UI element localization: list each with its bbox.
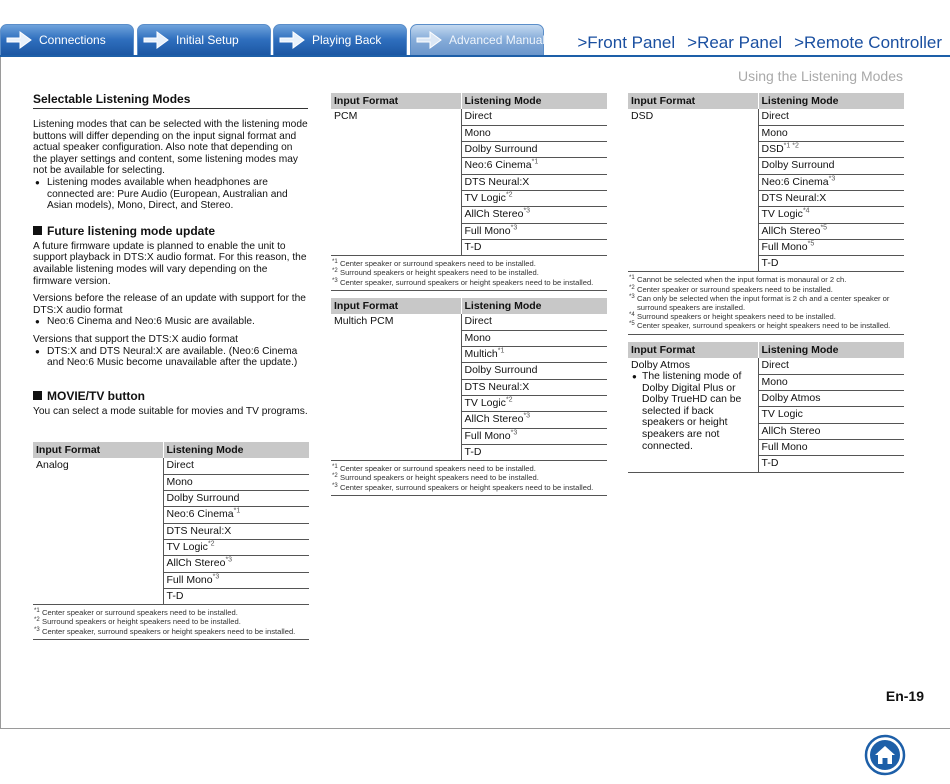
input-format: DSD bbox=[631, 110, 654, 122]
mode-name: Full Mono bbox=[761, 240, 808, 253]
listening-mode-cell bbox=[461, 314, 607, 330]
footnote-ref: *3 bbox=[212, 573, 220, 581]
mode-name: TV Logic bbox=[464, 191, 506, 204]
tab-label: Advanced Manual bbox=[449, 33, 546, 47]
mode-name: Direct bbox=[464, 110, 492, 122]
square-bullet-icon bbox=[33, 226, 42, 235]
mode-name: T-D bbox=[464, 240, 482, 253]
listening-mode-cell bbox=[758, 439, 904, 455]
listening-mode-cell bbox=[758, 391, 904, 407]
footnote-ref: *5 bbox=[807, 240, 815, 248]
footnote-mark: *3 bbox=[34, 626, 40, 633]
listening-mode-cell bbox=[758, 374, 904, 390]
footnote bbox=[628, 275, 904, 284]
tab-initial-setup[interactable] bbox=[137, 24, 271, 56]
tab-label: Initial Setup bbox=[176, 33, 239, 47]
mode-name: T-D bbox=[761, 257, 779, 270]
input-format-cell bbox=[331, 314, 461, 461]
mode-name: Dolby Surround bbox=[464, 364, 538, 377]
input-format: Dolby Atmos bbox=[631, 359, 690, 371]
footnote-mark: *5 bbox=[629, 321, 635, 328]
footnote-ref: *3 bbox=[510, 429, 518, 437]
input-format: PCM bbox=[334, 110, 358, 122]
footnote bbox=[331, 268, 607, 277]
listening-mode-cell bbox=[461, 125, 607, 141]
footnote-text: Center speaker, surround speakers or height speakers need to be installed. bbox=[340, 482, 594, 492]
mode-name: T-D bbox=[166, 589, 184, 602]
mode-name: Mono bbox=[761, 375, 788, 388]
table-notes bbox=[628, 272, 904, 334]
mode-name: DTS Neural:X bbox=[166, 524, 232, 537]
footnote bbox=[331, 259, 607, 268]
heading-future-update bbox=[33, 224, 308, 238]
input-format-cell bbox=[331, 109, 461, 256]
footnote-ref: *3 bbox=[828, 175, 836, 183]
listening-mode-cell bbox=[758, 125, 904, 141]
footnote bbox=[331, 278, 607, 287]
listening-mode-cell bbox=[758, 456, 904, 472]
format-note: ● The listening mode of Dolby Digital Plus or Dolby TrueHD can be selected if back speakers or height speakers are not connected. bbox=[631, 371, 755, 452]
heading-text: MOVIE/TV button bbox=[47, 388, 145, 403]
table-row bbox=[331, 109, 607, 125]
movie-text: You can select a mode suitable for movies and TV programs. bbox=[33, 405, 308, 417]
page-number: En-19 bbox=[885, 688, 924, 704]
footnote-mark: *2 bbox=[629, 284, 635, 291]
listening-mode-cell bbox=[163, 474, 309, 490]
footnote-text: Surround speakers or height speakers need to be installed. bbox=[340, 473, 539, 483]
support-bullet: ● DTS:X and DTS Neural:X are available. (Neo:6 Cinema and Neo:6 Music become unavailable after the update.) bbox=[33, 346, 308, 369]
mode-name: Neo:6 Cinema bbox=[464, 159, 532, 172]
footnote-mark: *1 bbox=[332, 464, 338, 471]
footnote-text: Center speaker, surround speakers or height speakers need to be installed. bbox=[42, 626, 296, 636]
listening-mode-cell bbox=[758, 174, 904, 190]
mode-name: AllCh Stereo bbox=[464, 413, 524, 426]
listening-mode-cell bbox=[163, 588, 309, 604]
table-dsd bbox=[628, 93, 904, 335]
listening-mode-table bbox=[33, 442, 309, 605]
listening-mode-cell bbox=[758, 207, 904, 223]
mode-name: Mono bbox=[166, 475, 193, 488]
footnote-mark: *3 bbox=[332, 482, 338, 489]
listening-mode-cell bbox=[461, 109, 607, 125]
mode-name: DSD bbox=[761, 143, 784, 156]
footnote-ref: *3 bbox=[523, 412, 531, 420]
listening-mode-cell bbox=[758, 223, 904, 239]
tab-label: Connections bbox=[39, 33, 106, 47]
listening-mode-cell bbox=[163, 458, 309, 474]
header-input-format: Input Format bbox=[628, 93, 758, 109]
left-column bbox=[33, 92, 308, 417]
link-rear-panel[interactable]: >Rear Panel bbox=[687, 33, 783, 52]
footnote bbox=[331, 483, 607, 492]
mode-name: Full Mono bbox=[464, 429, 511, 442]
arrow-right-icon bbox=[415, 28, 443, 52]
header-listening-mode: Listening Mode bbox=[758, 93, 904, 109]
footnote-text: Surround speakers or height speakers need to be installed. bbox=[42, 617, 241, 627]
footnote-mark: *3 bbox=[332, 277, 338, 284]
input-format: Multich PCM bbox=[334, 315, 394, 327]
footnote-ref: *2 bbox=[207, 540, 215, 548]
footnote-ref: *5 bbox=[820, 224, 828, 232]
listening-mode-cell bbox=[758, 109, 904, 125]
header-listening-mode: Listening Mode bbox=[758, 342, 904, 358]
header-input-format: Input Format bbox=[331, 298, 461, 314]
mode-name: Dolby Surround bbox=[166, 492, 240, 505]
listening-mode-cell bbox=[163, 539, 309, 555]
footnote bbox=[628, 294, 904, 312]
footnote-ref: *1 *2 bbox=[783, 142, 799, 150]
mode-name: Dolby Surround bbox=[761, 159, 835, 172]
square-bullet-icon bbox=[33, 391, 42, 400]
mode-name: AllCh Stereo bbox=[761, 424, 821, 437]
footnote-mark: *1 bbox=[332, 259, 338, 266]
mode-name: AllCh Stereo bbox=[761, 224, 821, 237]
tab-connections[interactable] bbox=[0, 24, 134, 56]
listening-mode-cell bbox=[461, 158, 607, 174]
footnote bbox=[33, 627, 309, 636]
footnote bbox=[331, 473, 607, 482]
input-format-cell bbox=[33, 458, 163, 605]
future-text: A future firmware update is planned to enable the unit to support playback in DTS:X audio format. For this reason, the available listening modes will vary depending on the firmware version. bbox=[33, 240, 307, 287]
footnote-ref: *3 bbox=[225, 556, 233, 564]
nav-links bbox=[577, 33, 942, 53]
before-update-bullet: ● Neo:6 Cinema and Neo:6 Music are available. bbox=[33, 316, 308, 328]
listening-mode-cell bbox=[461, 428, 607, 444]
table-row bbox=[331, 314, 607, 330]
listening-mode-cell bbox=[461, 330, 607, 346]
listening-mode-cell bbox=[163, 556, 309, 572]
mode-name: AllCh Stereo bbox=[464, 208, 524, 221]
listening-mode-cell bbox=[758, 142, 904, 158]
listening-mode-cell bbox=[461, 174, 607, 190]
mode-name: Multich bbox=[464, 348, 498, 361]
heading-movie-tv bbox=[33, 389, 308, 403]
footnote-mark: *3 bbox=[629, 293, 635, 300]
mode-name: TV Logic bbox=[761, 408, 803, 421]
footnote-text: Center speaker or surround speakers need to be installed. bbox=[42, 608, 238, 618]
mode-name: Full Mono bbox=[464, 224, 511, 237]
listening-mode-cell bbox=[461, 347, 607, 363]
listening-mode-cell bbox=[758, 407, 904, 423]
table-row bbox=[33, 458, 309, 474]
header-listening-mode: Listening Mode bbox=[461, 298, 607, 314]
mode-name: Full Mono bbox=[761, 440, 808, 453]
footnote bbox=[628, 312, 904, 321]
footnote-ref: *2 bbox=[505, 396, 513, 404]
tab-label: Playing Back bbox=[312, 33, 382, 47]
header-input-format: Input Format bbox=[331, 93, 461, 109]
mode-name: Direct bbox=[761, 359, 789, 371]
listening-mode-cell bbox=[758, 239, 904, 255]
mode-name: T-D bbox=[761, 457, 779, 470]
table-notes bbox=[331, 461, 607, 496]
header-input-format: Input Format bbox=[33, 442, 163, 458]
footnote-mark: *1 bbox=[34, 608, 40, 615]
listening-mode-cell bbox=[461, 444, 607, 460]
listening-mode-cell bbox=[758, 256, 904, 272]
footnote-mark: *2 bbox=[34, 617, 40, 624]
input-format: Analog bbox=[36, 459, 69, 471]
listening-mode-table bbox=[628, 342, 904, 473]
mode-name: TV Logic bbox=[166, 540, 208, 553]
footnote-text: Surround speakers or height speakers need to be installed. bbox=[637, 312, 836, 322]
footnote-ref: *3 bbox=[510, 224, 518, 232]
heading-text: Future listening mode update bbox=[47, 223, 216, 238]
listening-mode-cell bbox=[461, 395, 607, 411]
link-front-panel[interactable]: >Front Panel bbox=[577, 33, 676, 52]
mode-name: Direct bbox=[166, 459, 194, 471]
mode-name: Direct bbox=[761, 110, 789, 122]
top-tab-bar bbox=[0, 0, 950, 57]
listening-mode-cell bbox=[163, 523, 309, 539]
listening-mode-cell bbox=[461, 412, 607, 428]
table-analog bbox=[33, 442, 309, 640]
mode-name: Dolby Surround bbox=[464, 143, 538, 156]
tab-playing-back[interactable] bbox=[273, 24, 407, 56]
footnote-text: Cannot be selected when the input format is monaural or 2 ch. bbox=[637, 275, 847, 285]
listening-mode-cell bbox=[758, 358, 904, 374]
table-notes bbox=[33, 605, 309, 640]
home-icon[interactable] bbox=[864, 734, 906, 776]
input-format-cell bbox=[628, 109, 758, 272]
header-input-format: Input Format bbox=[628, 342, 758, 358]
footnote-ref: *3 bbox=[523, 207, 531, 215]
table-row bbox=[628, 109, 904, 125]
intro-text: Listening modes that can be selected with the listening mode buttons will differ depending on the input signal format and actual speaker configuration. Also note that depending on the player settings and content, some listening modes may not be available for selecting. bbox=[33, 119, 308, 177]
listening-mode-cell bbox=[758, 423, 904, 439]
listening-mode-cell bbox=[758, 190, 904, 206]
listening-mode-cell bbox=[163, 572, 309, 588]
listening-mode-cell bbox=[461, 207, 607, 223]
footnote-text: Center speaker, surround speakers or height speakers need to be installed. bbox=[637, 321, 891, 331]
mode-name: Mono bbox=[464, 126, 491, 139]
mode-name: DTS Neural:X bbox=[464, 175, 530, 188]
listening-mode-cell bbox=[461, 363, 607, 379]
footnote-ref: *1 bbox=[497, 347, 505, 355]
header-listening-mode: Listening Mode bbox=[163, 442, 309, 458]
mode-name: Mono bbox=[761, 126, 788, 139]
footnote-ref: *1 bbox=[531, 158, 539, 166]
footnote-mark: *2 bbox=[332, 268, 338, 275]
listening-mode-cell bbox=[461, 239, 607, 255]
mode-name: Direct bbox=[464, 315, 492, 327]
footnote-mark: *2 bbox=[332, 473, 338, 480]
mode-name: DTS Neural:X bbox=[761, 191, 827, 204]
table-row bbox=[628, 358, 904, 374]
footnote-ref: *1 bbox=[233, 507, 241, 515]
table-dolby-atmos bbox=[628, 342, 904, 473]
intro-bullet: ● Listening modes available when headphones are connected are: Pure Audio (European, Australian and Asian models), Mono, Direct, and Stereo. bbox=[33, 177, 308, 212]
listening-mode-table bbox=[331, 93, 607, 256]
footnote-text: Surround speakers or height speakers need to be installed. bbox=[340, 268, 539, 278]
input-format-cell bbox=[628, 358, 758, 472]
footnote-ref: *2 bbox=[505, 191, 513, 199]
heading-selectable-modes: Selectable Listening Modes bbox=[33, 92, 308, 109]
mode-name: T-D bbox=[464, 445, 482, 458]
arrow-right-icon bbox=[142, 28, 170, 52]
listening-mode-cell bbox=[758, 158, 904, 174]
footnote-ref: *4 bbox=[802, 207, 810, 215]
footnote-text: Center speaker or surround speakers need to be installed. bbox=[340, 259, 536, 269]
tab-advanced-manual[interactable] bbox=[410, 24, 544, 56]
mode-name: Mono bbox=[464, 331, 491, 344]
table-pcm bbox=[331, 93, 607, 291]
footnote-mark: *1 bbox=[629, 275, 635, 282]
footnote bbox=[628, 285, 904, 294]
section-title: Using the Listening Modes bbox=[738, 68, 903, 84]
footnote-text: Center speaker or surround speakers need to be installed. bbox=[340, 464, 536, 474]
footnote-text: Center speaker, surround speakers or height speakers need to be installed. bbox=[340, 277, 594, 287]
listening-mode-cell bbox=[461, 379, 607, 395]
arrow-right-icon bbox=[5, 28, 33, 52]
listening-mode-table bbox=[628, 93, 904, 272]
footnote-text: Center speaker or surround speakers need to be installed. bbox=[637, 284, 833, 294]
header-listening-mode: Listening Mode bbox=[461, 93, 607, 109]
listening-mode-cell bbox=[461, 142, 607, 158]
table-multich-pcm bbox=[331, 298, 607, 496]
mode-name: AllCh Stereo bbox=[166, 557, 226, 570]
footnote bbox=[331, 464, 607, 473]
footnote bbox=[628, 321, 904, 330]
listening-mode-cell bbox=[163, 507, 309, 523]
table-notes bbox=[331, 256, 607, 291]
link-remote-controller[interactable]: >Remote Controller bbox=[794, 33, 942, 52]
mode-name: Dolby Atmos bbox=[761, 392, 821, 405]
listening-mode-cell bbox=[461, 223, 607, 239]
arrow-right-icon bbox=[278, 28, 306, 52]
footnote bbox=[33, 617, 309, 626]
listening-mode-cell bbox=[461, 190, 607, 206]
listening-mode-cell bbox=[163, 491, 309, 507]
footnote-text: Can only be selected when the input format is 2 ch and a center speaker or surround speakers are installed. bbox=[637, 293, 890, 313]
listening-mode-table bbox=[331, 298, 607, 461]
mode-name: DTS Neural:X bbox=[464, 380, 530, 393]
mode-name: Full Mono bbox=[166, 573, 213, 586]
mode-name: Neo:6 Cinema bbox=[761, 175, 829, 188]
footnote-mark: *4 bbox=[629, 312, 635, 319]
support-text: Versions that support the DTS:X audio format bbox=[33, 333, 238, 345]
mode-name: TV Logic bbox=[761, 208, 803, 221]
before-update-text: Versions before the release of an update with support for the DTS:X audio format bbox=[33, 293, 306, 316]
mode-name: TV Logic bbox=[464, 396, 506, 409]
footnote bbox=[33, 608, 309, 617]
mode-name: Neo:6 Cinema bbox=[166, 508, 234, 521]
